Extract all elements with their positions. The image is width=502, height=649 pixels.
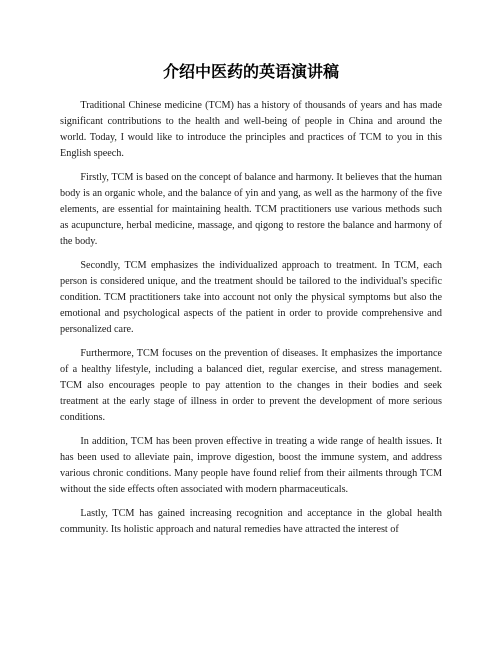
paragraph-global-recognition: Lastly, TCM has gained increasing recognition and acceptance in the global health community. Its holistic approach and natural remedies have attracted the interest of	[60, 508, 442, 535]
paragraph-effectiveness: In addition, TCM has been proven effective in treating a wide range of health issues. It has been used to alleviate pain, improve digestion, boost the immune system, and address various chronic conditions. Many people have found relief from their ailments through TCM without the side effects often associated with modern pharmaceuticals.	[60, 436, 442, 495]
paragraph-balance-harmony: Firstly, TCM is based on the concept of balance and harmony. It believes that the human body is an organic whole, and the balance of yin and yang, as well as the harmony of the five elements, are essential for maintaining health. TCM practitioners use various methods such as acupuncture, herbal medicine, massage, and qigong to restore the balance and harmony of the body.	[60, 172, 442, 247]
paragraph-prevention: Furthermore, TCM focuses on the prevention of diseases. It emphasizes the importance of a healthy lifestyle, including a balanced diet, regular exercise, and stress management. TCM also encourages people to pay attention to the changes in their bodies and seek treatment at the early stage of illness in order to prevent the development of more serious conditions.	[60, 348, 442, 423]
paragraph-intro: Traditional Chinese medicine (TCM) has a history of thousands of years and has made significant contributions to the health and well-being of people in China and around the world. Today, I would like to introduce the principles and practices of TCM to you in this English speech.	[60, 100, 442, 159]
document-title: 介绍中医药的英语演讲稿	[162, 62, 339, 81]
paragraph-individualized-treatment: Secondly, TCM emphasizes the individualized approach to treatment. In TCM, each person is considered unique, and the treatment should be tailored to the individual's specific condition. TCM practitioners take into account not only the physical symptoms but also the emotional and psychological aspects of the patient in order to provide comprehensive and personalized care.	[60, 260, 442, 335]
document-body	[60, 98, 442, 546]
